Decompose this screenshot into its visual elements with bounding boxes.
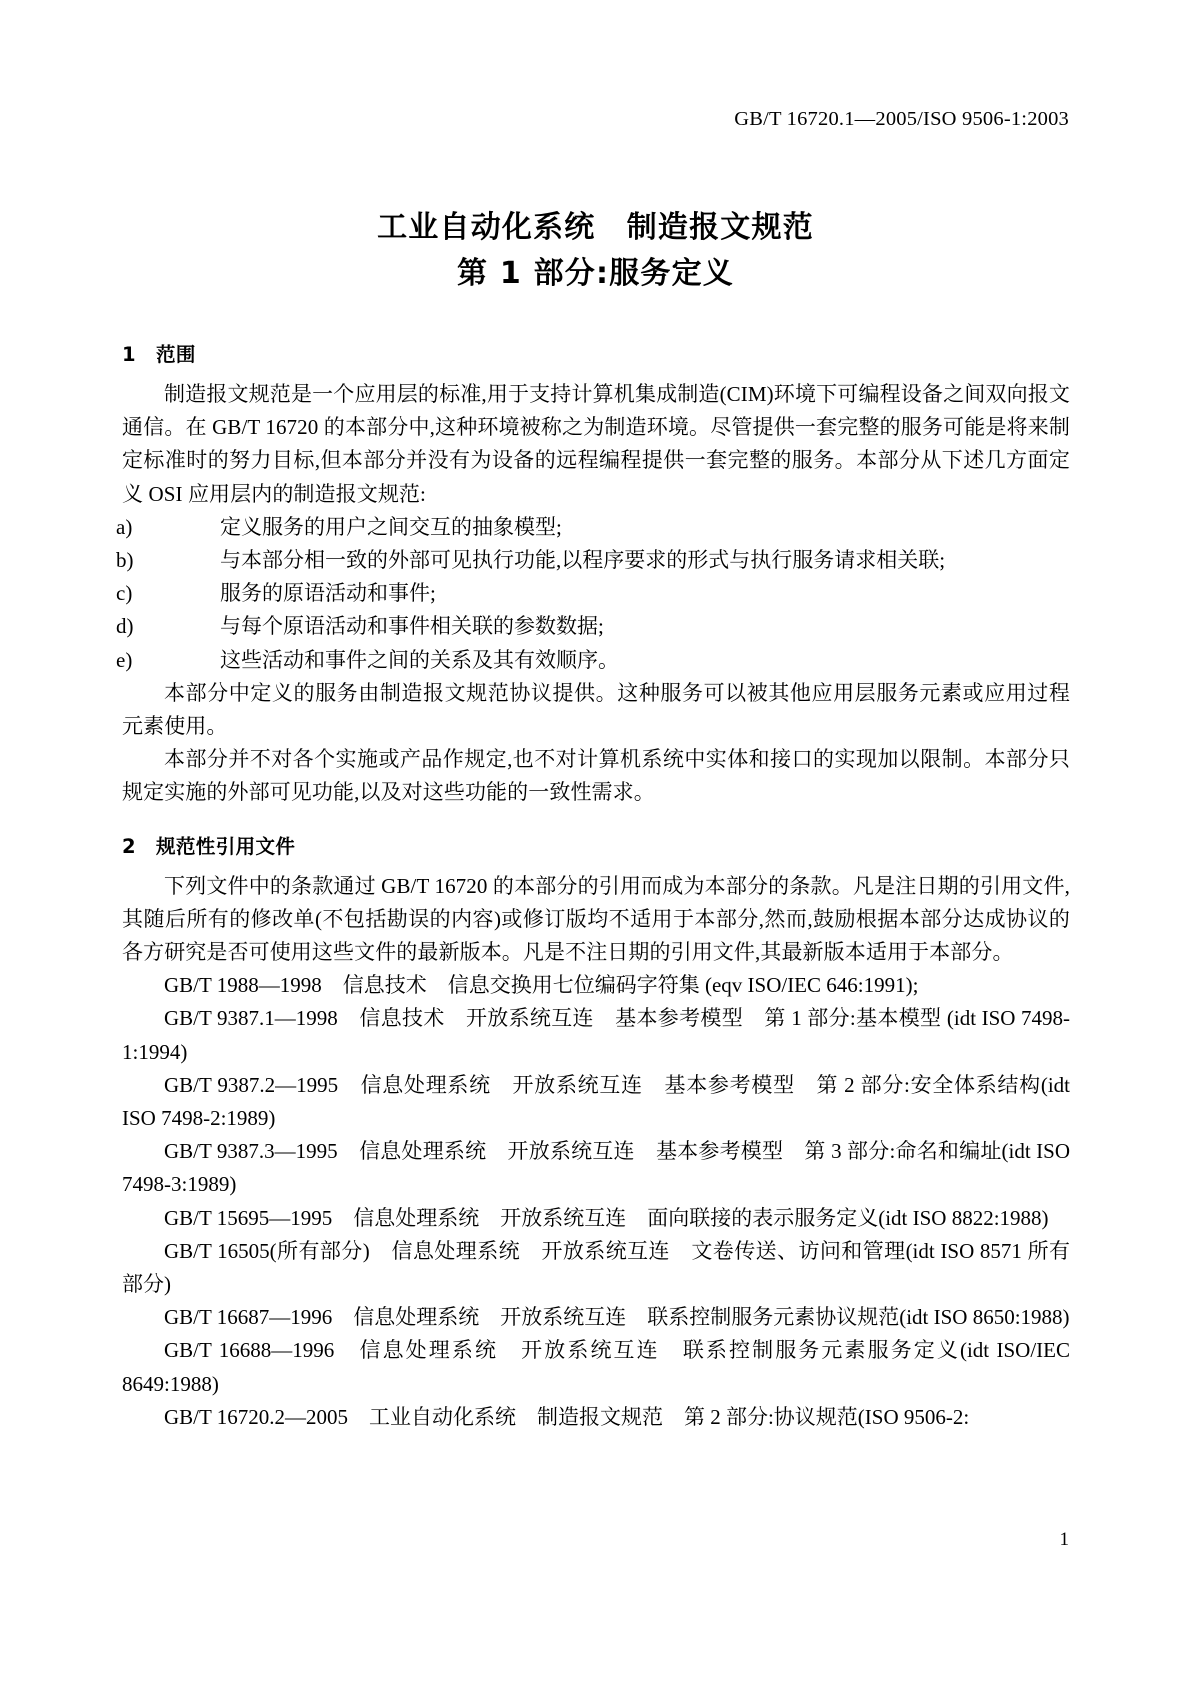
title-line-1: 工业自动化系统 制造报文规范 <box>377 210 814 245</box>
reference-item: GB/T 16720.2—2005 工业自动化系统 制造报文规范 第 2 部分:协议规范(ISO 9506-2: <box>164 1404 970 1429</box>
title-line-2: 第 1 部分:服务定义 <box>457 256 734 291</box>
reference-item: GB/T 9387.2—1995 信息处理系统 开放系统互连 基本参考模型 第 2 部分:安全体系结构(idt ISO 7498-2:1989) <box>122 1072 1070 1131</box>
list-marker: c) <box>116 581 133 606</box>
list-item-text: 定义服务的用户之间交互的抽象模型; <box>220 514 562 539</box>
running-header <box>734 108 1069 131</box>
list-item <box>116 544 1070 577</box>
section-1-paragraph-1: 制造报文规范是一个应用层的标准,用于支持计算机集成制造(CIM)环境下可编程设备之间双向报文通信。在 GB/T 16720 的本部分中,这种环境被称之为制造环境。尽管提供一套完整的服务可能是将来制定标准时的努力目标,但本部分并没有为设备的远程编程提供一套完整的服务。本部分从下述几方面定义 OSI 应用层内的制造报文规范: <box>122 382 1070 506</box>
reference-item: GB/T 15695—1995 信息处理系统 开放系统互连 面向联接的表示服务定义(idt ISO 8822:1988) <box>164 1205 1049 1230</box>
section-title-2: 规范性引用文件 <box>156 834 296 858</box>
section-1-list <box>116 511 1070 677</box>
reference-item: GB/T 16505(所有部分) 信息处理系统 开放系统互连 文卷传送、访问和管理(idt ISO 8571 所有部分) <box>122 1238 1070 1297</box>
section-number-2: 2 <box>122 834 136 858</box>
reference-item: GB/T 16687—1996 信息处理系统 开放系统互连 联系控制服务元素协议规范(idt ISO 8650:1988) <box>164 1305 1070 1330</box>
reference-item: GB/T 9387.3—1995 信息处理系统 开放系统互连 基本参考模型 第 3 部分:命名和编址(idt ISO 7498-3:1989) <box>122 1139 1070 1197</box>
list-item-text: 服务的原语活动和事件; <box>220 581 436 606</box>
section-heading-1 <box>122 340 1070 370</box>
document-title-block <box>0 205 1191 297</box>
section-1-paragraph-3: 本部分并不对各个实施或产品作规定,也不对计算机系统中实体和接口的实现加以限制。本部分只规定实施的外部可见功能,以及对这些功能的一致性需求。 <box>122 747 1070 805</box>
section-heading-2 <box>122 832 1070 862</box>
section-2-paragraph-1: 下列文件中的条款通过 GB/T 16720 的本部分的引用而成为本部分的条款。凡是注日期的引用文件,其随后所有的修改单(不包括勘误的内容)或修订版均不适用于本部分,然而,鼓励根据本部分达成协议的各方研究是否可使用这些文件的最新版本。凡是不注日期的引用文件,其最新版本适用于本部分。 <box>122 873 1070 965</box>
list-item <box>116 577 1070 610</box>
reference-item: GB/T 1988—1998 信息技术 信息交换用七位编码字符集 (eqv ISO/IEC 646:1991); <box>164 973 919 998</box>
list-item <box>116 644 1070 677</box>
page-number: 1 <box>1059 1529 1069 1550</box>
list-marker: e) <box>116 647 133 672</box>
reference-item: GB/T 9387.1—1998 信息技术 开放系统互连 基本参考模型 第 1 部分:基本模型 (idt ISO 7498-1:1994) <box>122 1006 1070 1064</box>
list-item-text: 与本部分相一致的外部可见执行功能,以程序要求的形式与执行服务请求相关联; <box>220 548 946 573</box>
reference-item: GB/T 16688—1996 信息处理系统 开放系统互连 联系控制服务元素服务定义(idt ISO/IEC 8649:1988) <box>122 1338 1070 1396</box>
standard-code: GB/T 16720.1—2005/ISO 9506-1:2003 <box>734 108 1069 130</box>
list-item <box>116 610 1070 643</box>
list-item-text: 与每个原语活动和事件相关联的参数数据; <box>220 614 604 639</box>
section-1-paragraph-2: 本部分中定义的服务由制造报文规范协议提供。这种服务可以被其他应用层服务元素或应用过程元素使用。 <box>122 680 1070 739</box>
list-marker: a) <box>116 514 133 539</box>
section-title-1: 范围 <box>156 343 196 366</box>
list-marker: b) <box>116 548 134 573</box>
normative-references-list <box>122 969 1070 1434</box>
document-body <box>116 340 1070 1434</box>
list-marker: d) <box>116 614 134 639</box>
list-item-text: 这些活动和事件之间的关系及其有效顺序。 <box>220 647 619 672</box>
section-number-1: 1 <box>122 343 136 366</box>
list-item <box>116 511 1070 544</box>
